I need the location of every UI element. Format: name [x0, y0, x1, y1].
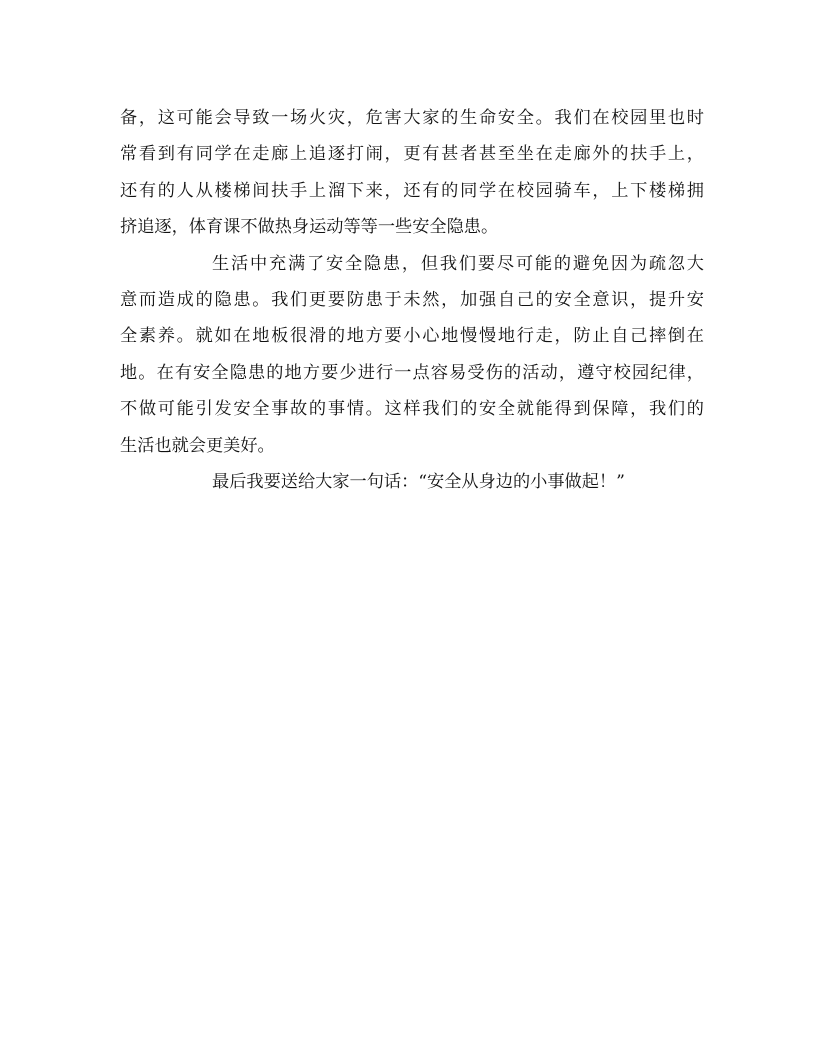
text-line: 备，这可能会导致一场火灾，危害大家的生命安全。我们在校园里也时 [120, 108, 704, 128]
text-line: 最后我要送给大家一句话：“安全从身边的小事做起！” [212, 471, 625, 492]
text-line: 挤追逐，体育课不做热身运动等等一些安全隐患。 [120, 217, 499, 238]
text-line: 全素养。就如在地板很滑的地方要小心地慢慢地行走，防止自己摔倒在 [120, 326, 704, 347]
text-line: 常看到有同学在走廊上追逐打闹，更有甚者甚至坐在走廊外的扶手上， [120, 144, 704, 165]
paragraph-closing [120, 464, 704, 500]
document-body [120, 100, 704, 500]
text-line: 不做可能引发安全事故的事情。这样我们的安全就能得到保障，我们的 [120, 399, 704, 420]
text-line: 生活中充满了安全隐患，但我们要尽可能的避免因为疏忽大 [212, 253, 704, 274]
text-line: 意而造成的隐患。我们更要防患于未然，加强自己的安全意识，提升安 [120, 289, 704, 310]
text-line: 还有的人从楼梯间扶手上溜下来，还有的同学在校园骑车，上下楼梯拥 [120, 180, 704, 201]
text-line: 地。在有安全隐患的地方要少进行一点容易受伤的活动，遵守校园纪律， [120, 362, 704, 383]
paragraph-advice [120, 246, 704, 464]
paragraph-continued [120, 100, 704, 246]
text-line: 生活也就会更美好。 [120, 435, 275, 456]
